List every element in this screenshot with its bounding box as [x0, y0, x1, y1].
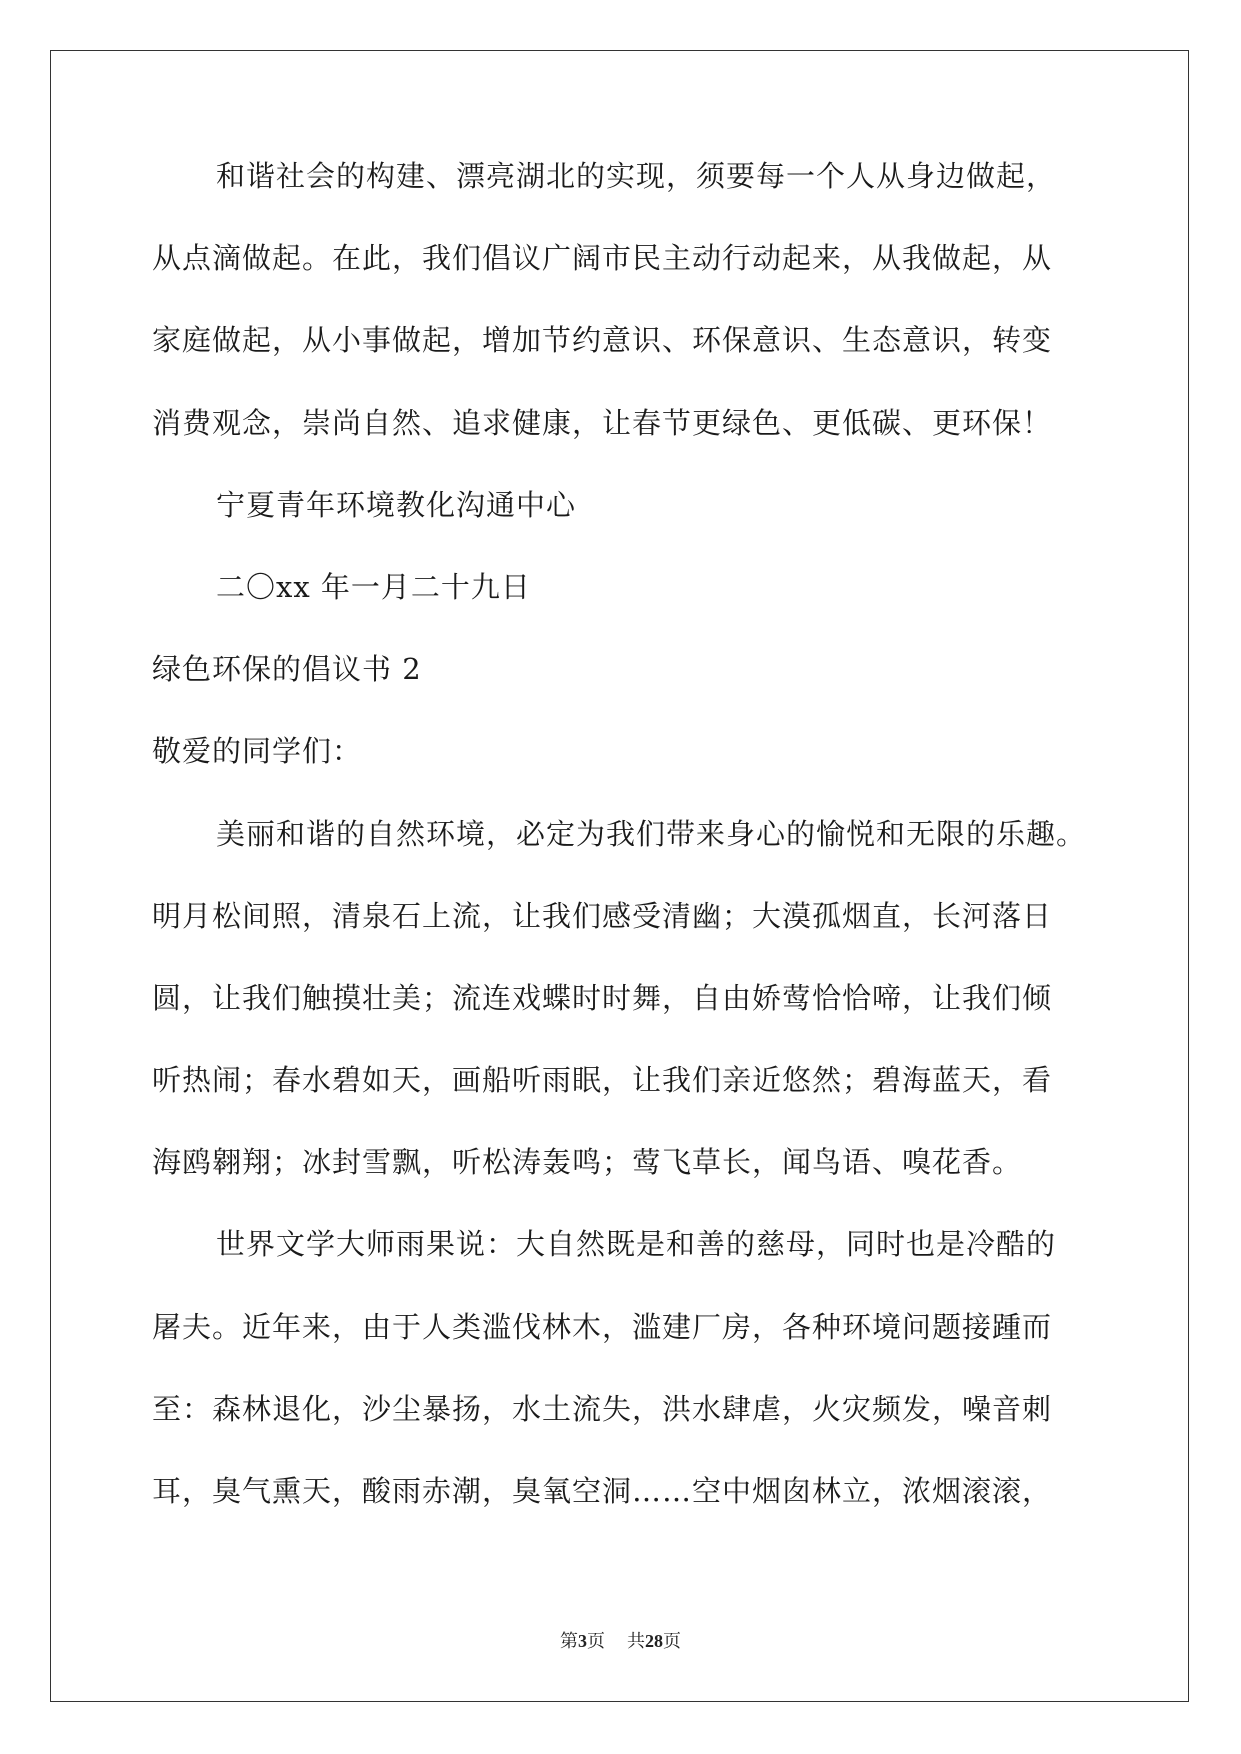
page-number: 3 — [578, 1631, 587, 1651]
total-suffix: 页 — [663, 1631, 681, 1652]
paragraph-line: 至：森林退化，沙尘暴扬，水土流失，洪水肆虐，火灾频发，噪音刺 — [152, 1391, 1053, 1426]
paragraph-line: 从点滴做起。在此，我们倡议广阔市民主动行动起来，从我做起，从 — [152, 241, 1053, 276]
paragraph-line: 世界文学大师雨果说：大自然既是和善的慈母，同时也是冷酷的 — [216, 1227, 1057, 1262]
paragraph-line: 消费观念，崇尚自然、追求健康，让春节更绿色、更低碳、更环保！ — [152, 405, 1053, 440]
paragraph-line: 屠夫。近年来，由于人类滥伐林木，滥建厂房，各种环境问题接踵而 — [152, 1309, 1053, 1344]
paragraph-line: 家庭做起，从小事做起，增加节约意识、环保意识、生态意识，转变 — [152, 323, 1053, 358]
paragraph-line: 听热闹；春水碧如天，画船听雨眠，让我们亲近悠然；碧海蓝天，看 — [152, 1063, 1053, 1098]
page-prefix: 第 — [560, 1631, 578, 1652]
paragraph-line: 和谐社会的构建、漂亮湖北的实现，须要每一个人从身边做起， — [216, 159, 1057, 193]
paragraph-line: 圆，让我们触摸壮美；流连戏蝶时时舞，自由娇莺恰恰啼，让我们倾 — [152, 980, 1053, 1015]
page-suffix: 页 — [587, 1631, 605, 1652]
total-prefix: 共 — [627, 1631, 645, 1652]
salutation: 敬爱的同学们： — [152, 734, 363, 769]
signature-organization: 宁夏青年环境教化沟通中心 — [216, 487, 577, 522]
paragraph-line: 耳，臭气熏天，酸雨赤潮，臭氧空洞……空中烟囱林立，浓烟滚滚， — [152, 1474, 1053, 1508]
paragraph-line: 海鸥翱翔；冰封雪飘，听松涛轰鸣；莺飞草长，闻鸟语、嗅花香。 — [152, 1145, 1023, 1180]
paragraph-line: 明月松间照，清泉石上流，让我们感受清幽；大漠孤烟直，长河落日 — [152, 898, 1053, 933]
section-title: 绿色环保的倡议书 2 — [152, 652, 422, 687]
total-pages: 28 — [645, 1631, 663, 1651]
page-footer — [0, 1627, 1241, 1653]
paragraph-line: 美丽和谐的自然环境，必定为我们带来身心的愉悦和无限的乐趣。 — [216, 816, 1087, 851]
signature-date: 二〇xx 年一月二十九日 — [216, 569, 531, 604]
document-body — [152, 159, 1092, 1559]
